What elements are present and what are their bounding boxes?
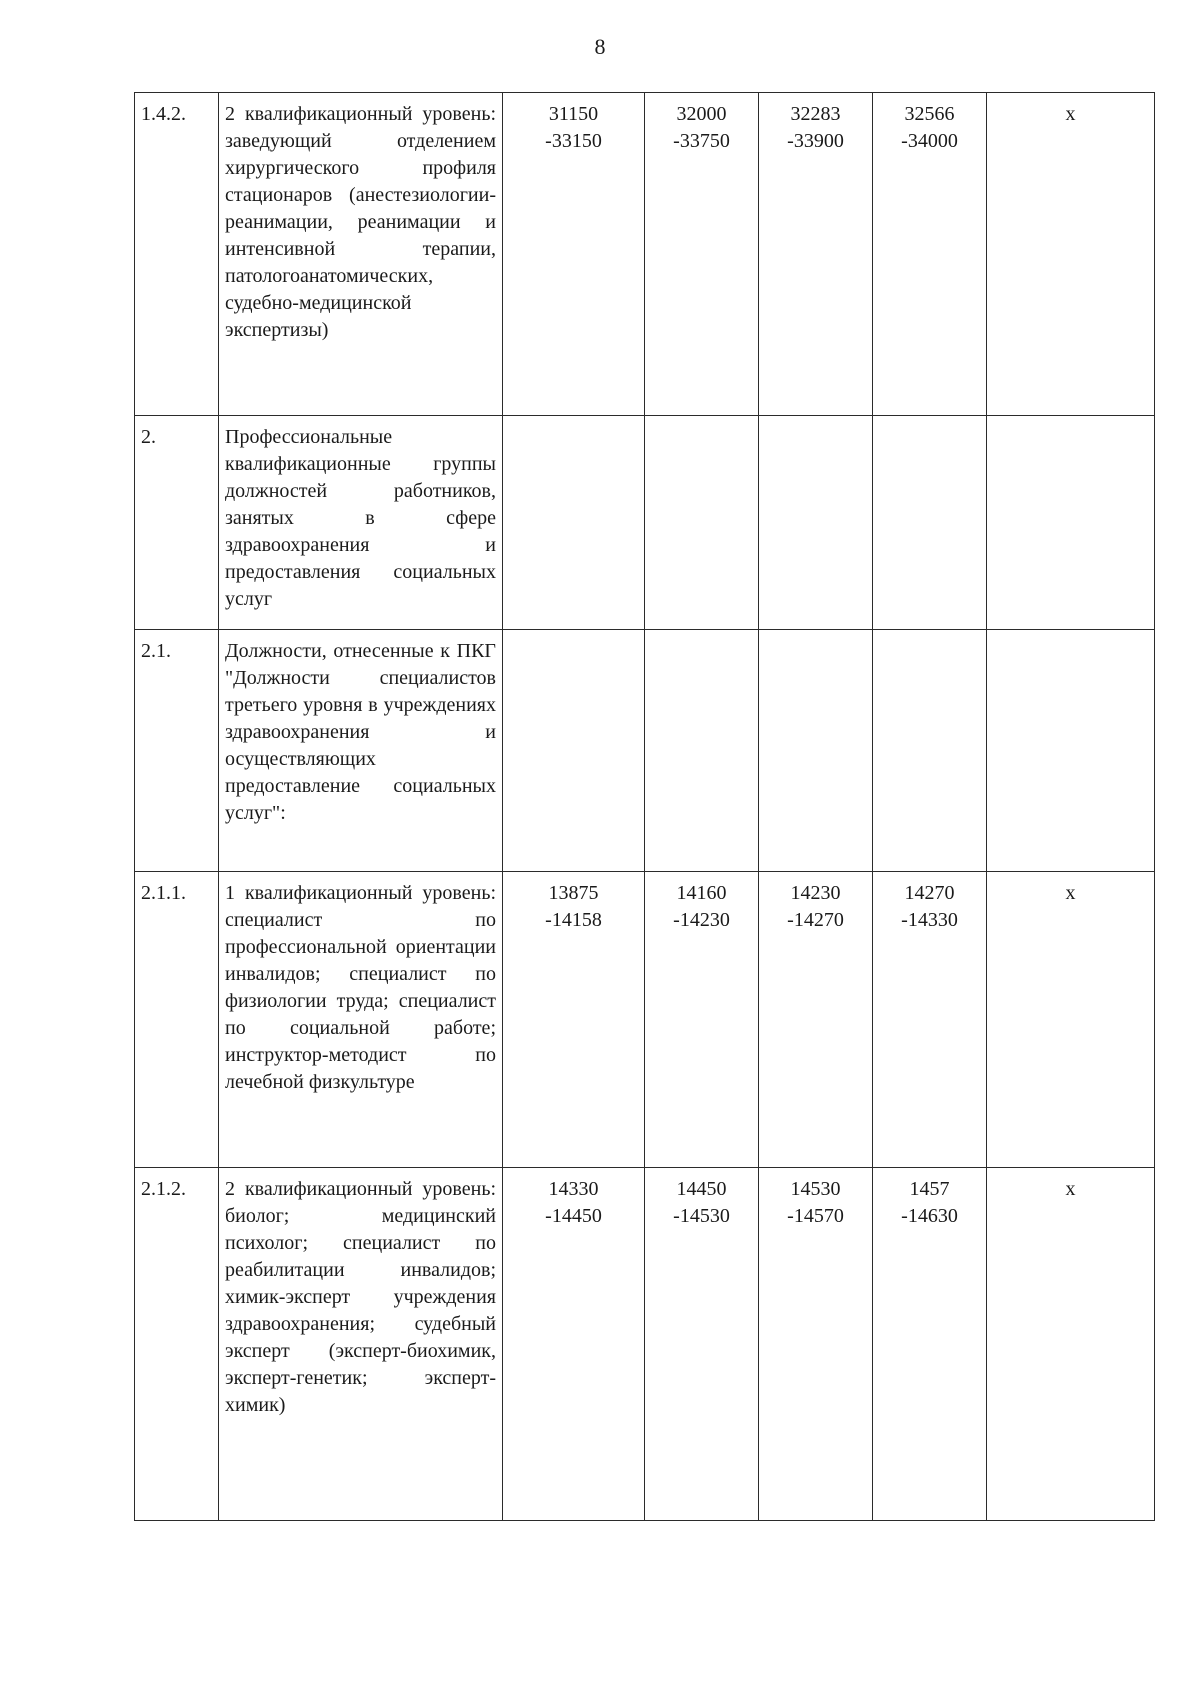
row-number: 2.	[135, 416, 219, 630]
salary-range-1	[503, 93, 645, 416]
range-from: 32566	[904, 103, 955, 125]
salary-range-3	[759, 630, 873, 872]
range-to: -14570	[787, 1205, 844, 1227]
salary-range-4	[873, 416, 987, 630]
range-to: -14158	[545, 909, 602, 931]
range-to: -14530	[673, 1205, 730, 1227]
salary-range-3	[759, 416, 873, 630]
table-row	[135, 872, 1155, 1168]
salary-range-4	[873, 630, 987, 872]
row-mark: x	[987, 872, 1155, 1168]
range-to: -14270	[787, 909, 844, 931]
salary-range-1	[503, 416, 645, 630]
range-from: 14160	[676, 882, 727, 904]
salary-range-1	[503, 872, 645, 1168]
row-description: Профессиональные квалификационные группы должностей работников, занятых в сфере здравоохранения и предоставления социальных услуг	[219, 416, 503, 630]
range-from: 1457	[909, 1178, 950, 1200]
salary-range-3	[759, 1168, 873, 1521]
salary-range-4	[873, 93, 987, 416]
range-to: -33150	[545, 130, 602, 152]
salary-range-4	[873, 872, 987, 1168]
range-from: 14530	[790, 1178, 841, 1200]
row-mark	[987, 630, 1155, 872]
salary-range-1	[503, 630, 645, 872]
salary-range-2	[645, 630, 759, 872]
row-mark	[987, 416, 1155, 630]
range-to: -33900	[787, 130, 844, 152]
salary-table	[134, 92, 1155, 1521]
range-from: 14230	[790, 882, 841, 904]
table-row	[135, 630, 1155, 872]
salary-range-3	[759, 872, 873, 1168]
range-to: -34000	[901, 130, 958, 152]
row-mark: x	[987, 1168, 1155, 1521]
salary-range-2	[645, 872, 759, 1168]
row-number: 2.1.1.	[135, 872, 219, 1168]
page-number: 8	[594, 34, 606, 59]
table-row	[135, 416, 1155, 630]
row-mark: x	[987, 93, 1155, 416]
salary-range-2	[645, 1168, 759, 1521]
row-description: Должности, отнесенные к ПКГ "Должности специалистов третьего уровня в учреждениях здравоохранения и осуществляющих предоставление социальных услуг":	[219, 630, 503, 872]
range-to: -14330	[901, 909, 958, 931]
row-description: 2 квалификационный уровень: биолог; медицинский психолог; специалист по реабилитации инвалидов; химик-эксперт учреждения здравоохранения; судебный эксперт (эксперт-биохимик, эксперт-генетик; эксперт-химик)	[219, 1168, 503, 1521]
row-description: 2 квалификационный уровень: заведующий отделением хирургического профиля стационаров (анестезиологии-реанимации, реанимации и интенсивной терапии, патологоанатомических, судебно-медицинской экспертизы)	[219, 93, 503, 416]
range-from: 14270	[904, 882, 955, 904]
salary-range-3	[759, 93, 873, 416]
range-from: 14450	[676, 1178, 727, 1200]
range-from: 14330	[548, 1178, 599, 1200]
range-to: -33750	[673, 130, 730, 152]
row-number: 2.1.2.	[135, 1168, 219, 1521]
table-row	[135, 93, 1155, 416]
range-from: 13875	[548, 882, 599, 904]
salary-range-1	[503, 1168, 645, 1521]
range-from: 31150	[548, 103, 599, 125]
table-row	[135, 1168, 1155, 1521]
range-to: -14630	[901, 1205, 958, 1227]
salary-range-2	[645, 93, 759, 416]
salary-range-2	[645, 416, 759, 630]
range-to: -14230	[673, 909, 730, 931]
row-description: 1 квалификационный уровень: специалист по профессиональной ориентации инвалидов; специалист по физиологии труда; специалист по социальной работе; инструктор-методист по лечебной физкультуре	[219, 872, 503, 1168]
range-to: -14450	[545, 1205, 602, 1227]
salary-range-4	[873, 1168, 987, 1521]
range-from: 32283	[790, 103, 841, 125]
range-from: 32000	[676, 103, 727, 125]
row-number: 1.4.2.	[135, 93, 219, 416]
row-number: 2.1.	[135, 630, 219, 872]
